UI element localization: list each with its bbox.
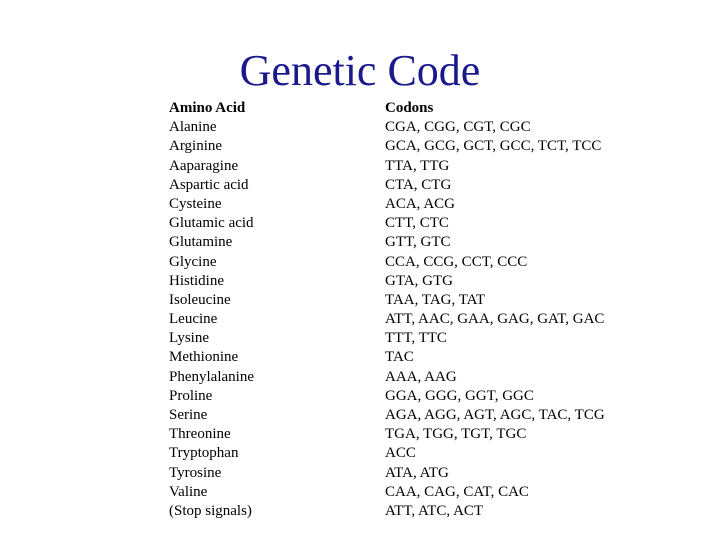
codons-cell: CCA, CCG, CCT, CCC — [385, 253, 528, 270]
amino-acid-cell: Glycine — [169, 253, 217, 270]
codons-cell: ATT, ATC, ACT — [385, 502, 484, 519]
amino-acid-cell: Lysine — [169, 330, 209, 347]
codons-cell: AGA, AGG, AGT, AGC, TAC, TCG — [385, 407, 605, 423]
codons-cell: CGA, CGG, CGT, CGC — [385, 119, 531, 136]
codons-cell: GGA, GGG, GGT, GGC — [385, 387, 534, 404]
codons-cell: ATA, ATG — [385, 464, 449, 481]
codons-cell: GTT, GTC — [385, 234, 451, 251]
codons-cell: CTA, CTG — [385, 176, 452, 193]
page-title: Genetic Code — [239, 46, 481, 95]
amino-acid-cell: Threonine — [169, 426, 231, 443]
codons-cell: ACA, ACG — [385, 195, 456, 212]
amino-acid-cell: Tryptophan — [169, 445, 239, 462]
codons-cell: GCA, GCG, GCT, GCC, TCT, TCC — [385, 138, 602, 155]
codons-cell: CAA, CAG, CAT, CAC — [385, 483, 529, 500]
codons-cell: AAA, AAG — [385, 368, 457, 385]
amino-acid-cell: Histidine — [169, 272, 224, 289]
codons-header: Codons — [385, 100, 434, 116]
amino-acid-cell: Serine — [169, 407, 208, 423]
codons-column — [385, 99, 605, 521]
codons-cell: TGA, TGG, TGT, TGC — [385, 426, 527, 443]
amino-acid-cell: (Stop signals) — [169, 502, 252, 519]
amino-acid-cell: Proline — [169, 387, 213, 404]
codons-cell: ATT, AAC, GAA, GAG, GAT, GAC — [385, 311, 605, 328]
codons-cell: ACC — [385, 445, 416, 462]
amino-acid-cell: Arginine — [169, 138, 223, 155]
amino-acid-cell: Alanine — [169, 119, 217, 136]
amino-acid-cell: Aspartic acid — [169, 176, 249, 193]
amino-acid-cell: Tyrosine — [169, 464, 222, 481]
amino-acid-column — [169, 99, 254, 521]
amino-acid-cell: Methionine — [169, 349, 239, 366]
codons-cell: TTT, TTC — [385, 330, 447, 347]
amino-acid-cell: Leucine — [169, 311, 218, 328]
codons-cell: CTT, CTC — [385, 215, 449, 232]
amino-acid-cell: Isoleucine — [169, 291, 231, 308]
codons-cell: GTA, GTG — [385, 272, 453, 289]
amino-acid-cell: Aaparagine — [169, 157, 239, 174]
amino-acid-cell: Valine — [169, 483, 208, 500]
codons-cell: TAA, TAG, TAT — [385, 291, 486, 308]
amino-acid-cell: Cysteine — [169, 195, 222, 212]
codons-cell: TTA, TTG — [385, 157, 450, 174]
amino-acid-cell: Phenylalanine — [169, 368, 254, 385]
amino-acid-header: Amino Acid — [169, 100, 246, 116]
codons-cell: TAC — [385, 349, 414, 366]
amino-acid-cell: Glutamine — [169, 234, 233, 251]
amino-acid-cell: Glutamic acid — [169, 215, 254, 232]
